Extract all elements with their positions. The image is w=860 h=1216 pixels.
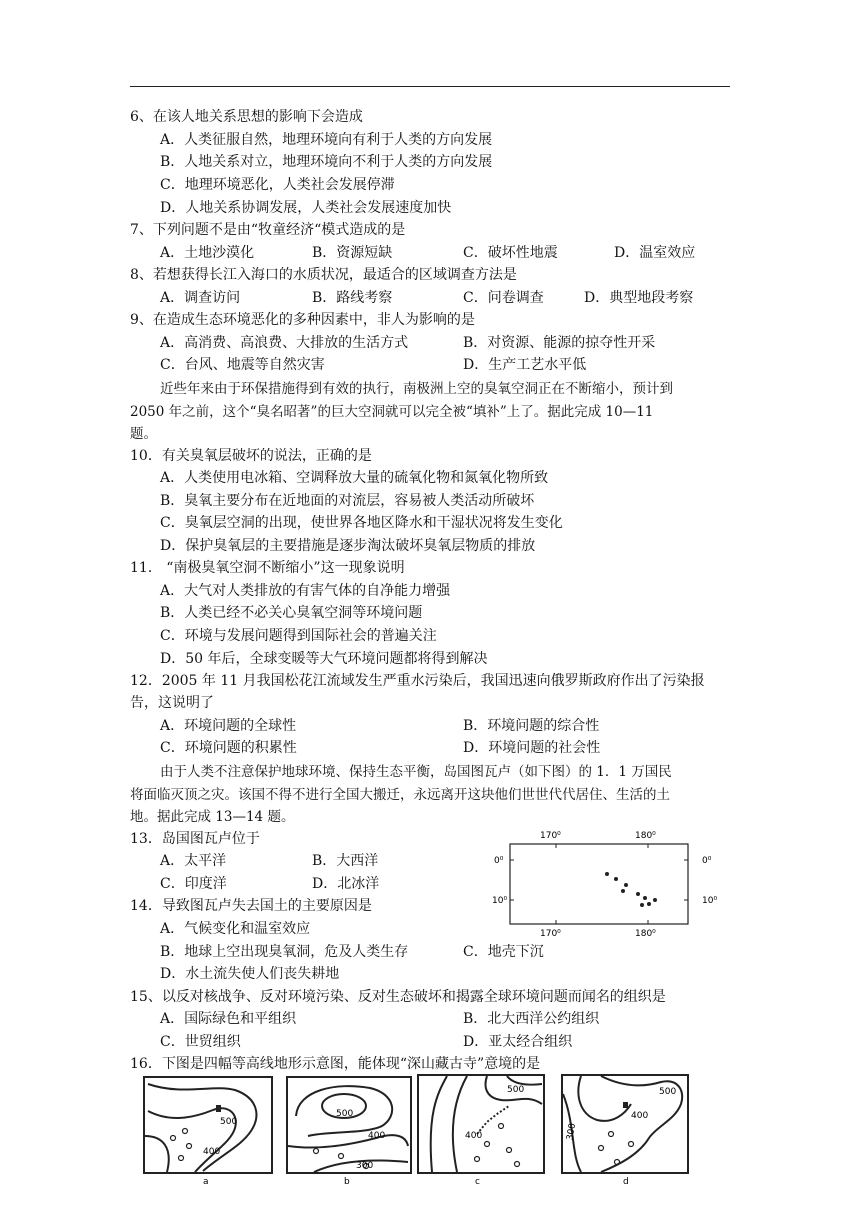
map-lon-right-bottom: 180⁰ — [635, 929, 656, 939]
q13-option-d: D．北冰洋 — [312, 876, 380, 892]
q13-option-c: C．印度洋 — [160, 876, 227, 892]
q15-option-d: D．亚太经合组织 — [463, 1034, 573, 1050]
temple-marker — [623, 1102, 628, 1108]
map-lon-left-top: 170⁰ — [540, 831, 561, 841]
passage-ozone-line1: 近些年来由于环保措施得到有效的执行，南极洲上空的臭氧空洞正在不断缩小，预计到 — [160, 381, 673, 397]
temple-marker — [216, 1105, 221, 1112]
q14-option-b: B．地球上空出现臭氧洞，危及人类生存 — [160, 944, 409, 960]
q11-option-b: B．人类已经不必关心臭氧空洞等环境问题 — [160, 605, 423, 621]
map-letter-d: d — [623, 1177, 629, 1186]
q15-option-c: C．世贸组织 — [160, 1034, 241, 1050]
q8-option-d: D．典型地段考察 — [584, 290, 694, 306]
contour-label: 400 — [465, 1131, 483, 1141]
q11-stem: 11． “南极臭氧空洞不断缩小”这一现象说明 — [130, 560, 405, 576]
contour-label: 300 — [565, 1122, 579, 1142]
q14-stem: 14．导致图瓦卢失去国土的主要原因是 — [130, 898, 372, 914]
contour-map-d — [561, 1074, 689, 1186]
q9-stem: 9、在造成生态环境恶化的多种因素中，非人为影响的是 — [130, 312, 475, 328]
contour-label: 500 — [336, 1109, 354, 1119]
contour-label: 500 — [659, 1087, 677, 1097]
island-dot — [640, 903, 644, 907]
contour-frame — [418, 1075, 544, 1173]
q12-stem-line2: 告，这说明了 — [130, 695, 214, 711]
q10-option-c: C．臭氧层空洞的出现，使世界各地区降水和干湿状况将发生变化 — [160, 515, 563, 531]
q15-option-b: B．北大西洋公约组织 — [463, 1011, 600, 1027]
q7-option-a: A．土地沙漠化 — [160, 245, 255, 261]
passage-tuvalu-line1: 由于人类不注意保护地球环境、保持生态平衡，岛国图瓦卢（如下图）的 1．1 万国民 — [160, 764, 672, 780]
map-lon-right-top: 180⁰ — [635, 831, 656, 841]
q8-option-c: C．问卷调查 — [463, 290, 544, 306]
q9-option-a: A．高消费、高浪费、大排放的生活方式 — [160, 335, 409, 351]
q10-option-a: A．人类使用电冰箱、空调释放大量的硫氧化物和氮氧化物所致 — [160, 470, 549, 486]
map-lat-top-right: 0⁰ — [702, 856, 712, 866]
contour-label: 500 — [507, 1085, 525, 1095]
q6-option-a: A．人类征服自然，地理环境向有利于人类的方向发展 — [160, 132, 493, 148]
contour-label: 400 — [631, 1111, 649, 1121]
passage-tuvalu-line2: 将面临灭顶之灾。该国不得不进行全国大搬迁，永远离开这块他们世世代代居住、生活的土 — [130, 787, 670, 803]
q14-option-d: D．水土流失使人们丧失耕地 — [160, 966, 340, 982]
contour-frame — [287, 1077, 411, 1173]
q10-option-d: D．保护臭氧层的主要措施是逐步淘汰破坏臭氧层物质的排放 — [160, 538, 536, 554]
map-letter-b: b — [344, 1177, 350, 1186]
q8-option-b: B．路线考察 — [312, 290, 393, 306]
island-dot — [647, 902, 651, 906]
island-dot — [605, 872, 609, 876]
q7-stem: 7、下列问题不是由“牧童经济“模式造成的是 — [130, 222, 406, 238]
map-lat-bottom-left: 10⁰ — [492, 896, 508, 906]
q10-stem: 10．有关臭氧层破坏的说法，正确的是 — [130, 448, 372, 464]
q12-option-d: D．环境问题的社会性 — [463, 740, 601, 756]
q12-option-b: B．环境问题的综合性 — [463, 718, 600, 734]
q14-option-a: A．气候变化和温室效应 — [160, 921, 311, 937]
q9-option-d: D．生产工艺水平低 — [463, 357, 587, 373]
q6-option-c: C．地理环境恶化，人类社会发展停滞 — [160, 177, 395, 193]
q14-option-c: C．地壳下沉 — [463, 944, 544, 960]
contour-map-b — [286, 1076, 412, 1186]
island-dot — [621, 889, 625, 893]
q7-option-d: D．温室效应 — [614, 245, 696, 261]
map-letter-a: a — [203, 1177, 209, 1186]
q9-option-b: B．对资源、能源的掠夺性开采 — [463, 335, 656, 351]
contour-label: 400 — [203, 1147, 221, 1157]
q6-option-d: D．人地关系协调发展，人类社会发展速度加快 — [160, 200, 452, 216]
q11-option-c: C．环境与发展问题得到国际社会的普遍关注 — [160, 628, 437, 644]
q7-option-b: B．资源短缺 — [312, 245, 393, 261]
map-lat-bottom-right: 10⁰ — [702, 896, 718, 906]
q7-option-c: C．破坏性地震 — [463, 245, 558, 261]
island-dot — [653, 898, 657, 902]
q6-option-b: B．人地关系对立，地理环境向不利于人类的方向发展 — [160, 154, 493, 170]
q11-option-a: A．大气对人类排放的有害气体的自净能力增强 — [160, 583, 451, 599]
contour-map-a — [143, 1076, 273, 1186]
q15-stem: 15、以反对核战争、反对环境污染、反对生态破坏和揭露全球环境问题而闻名的组织是 — [130, 989, 666, 1005]
header-rule — [130, 86, 730, 87]
island-dot — [643, 896, 647, 900]
island-dot — [614, 877, 618, 881]
contour-label: 300 — [356, 1161, 374, 1171]
q9-option-c: C．台风、地震等自然灾害 — [160, 357, 325, 373]
q8-option-a: A．调查访问 — [160, 290, 241, 306]
island-dot — [624, 883, 628, 887]
q13-option-a: A．太平洋 — [160, 853, 227, 869]
map-letter-c: c — [475, 1177, 480, 1186]
island-dot — [636, 892, 640, 896]
q12-option-a: A．环境问题的全球性 — [160, 718, 297, 734]
q8-stem: 8、若想获得长江入海口的水质状况，最适合的区域调查方法是 — [130, 267, 517, 283]
q6-stem: 6、在该人地关系思想的影响下会造成 — [130, 109, 363, 125]
contour-map-c — [417, 1074, 545, 1186]
passage-ozone-line3: 题。 — [130, 426, 157, 442]
q15-option-a: A．国际绿色和平组织 — [160, 1011, 297, 1027]
tuvalu-islands — [605, 872, 657, 907]
passage-ozone-line2: 2050 年之前，这个“臭名昭著”的巨大空洞就可以完全被“填补”上了。据此完成 10—11 — [130, 404, 654, 420]
q11-option-d: D．50 年后，全球变暖等大气环境问题都将得到解决 — [160, 651, 488, 667]
contour-label: 400 — [368, 1131, 386, 1141]
passage-tuvalu-line3: 地。据此完成 13—14 题。 — [130, 809, 295, 825]
q16-stem: 16．下图是四幅等高线地形示意图，能体现“深山藏古寺”意境的是 — [130, 1056, 541, 1072]
map-lon-left-bottom: 170⁰ — [540, 929, 561, 939]
tuvalu-map — [490, 820, 730, 940]
q12-option-c: C．环境问题的积累性 — [160, 740, 297, 756]
q13-option-b: B．大西洋 — [312, 853, 379, 869]
q13-stem: 13．岛国图瓦卢位于 — [130, 831, 260, 847]
map-lat-top-left: 0⁰ — [494, 856, 504, 866]
q10-option-b: B．臭氧主要分布在近地面的对流层，容易被人类活动所破坏 — [160, 493, 535, 509]
contour-label: 500 — [220, 1117, 238, 1127]
q12-stem-line1: 12．2005 年 11 月我国松花江流域发生严重水污染后，我国迅速向俄罗斯政府作出了污染报 — [130, 673, 705, 689]
map-frame — [510, 844, 688, 924]
